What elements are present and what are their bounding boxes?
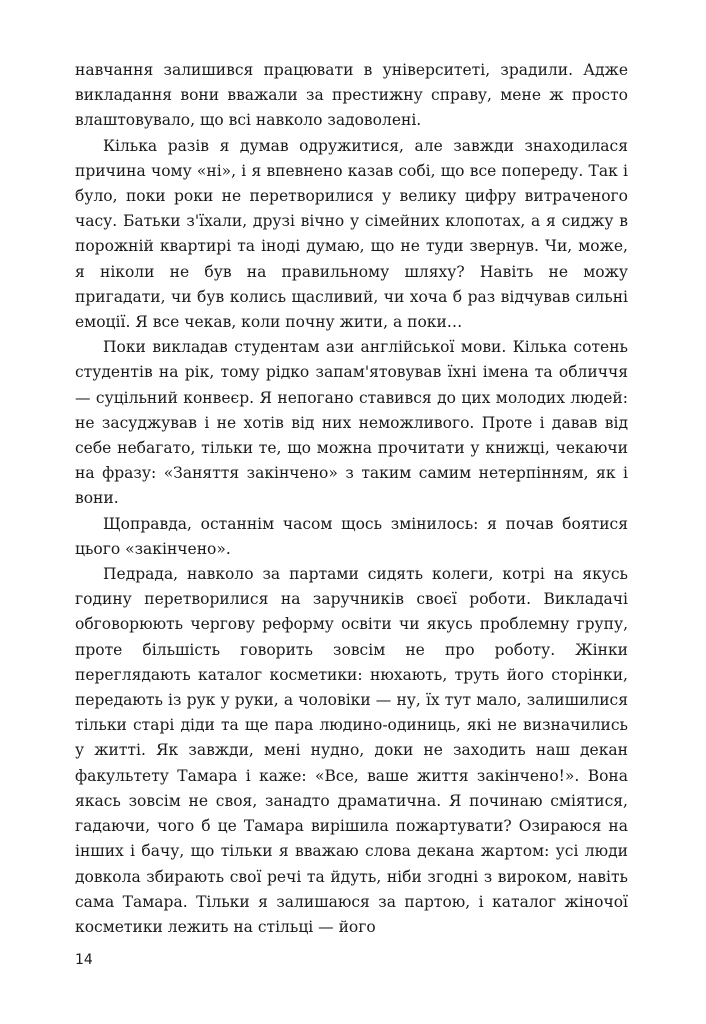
paragraph-3: Поки викладав студентам ази англійської мови. Кілька сотень студентів на рік, тому рідко запам'ятовував їхні імена та обличчя — суцільний конвеєр. Я непогано ставився до цих молодих людей: не засуджував і не хотів від них неможливого. Проте і давав від себе небагато, тільки те, що можна прочитати у книжці, чекаючи на фразу: «Заняття закінчено» з таким самим нетерпінням, як і вони. xyxy=(75,338,628,508)
paragraph-2: Кілька разів я думав одружитися, але завжди знаходилася причина чому «ні», і я впевнено казав собі, що все попереду. Так і було, поки роки не перетворилися у велику цифру витраченого часу. Батьки з'їхали, друзі вічно у сімейних клопотах, а я сиджу в порожній квартирі та іноді думаю, що не туди звернув. Чи, може, я ніколи не був на правильному шляху? Навіть не можу пригадати, чи був колись щасливий, чи хоча б раз відчував сильні емоції. Я все чекав, коли почну жити, а поки… xyxy=(75,136,628,332)
page-body xyxy=(75,58,628,940)
paragraph-5: Педрада, навколо за партами сидять колеги, котрі на якусь годину перетворилися на заручників своєї роботи. Викладачі обговорюють чергову реформу освіти чи якусь проблемну групу, проте більшість говорить зовсім не про роботу. Жінки переглядають каталог косметики: нюхають, труть його сторінки, передають із рук у руки, а чоловіки — ну, їх тут мало, залишилися тільки старі діди та ще пара людино-одиниць, які не визначились у житті. Як завжди, мені нудно, доки не заходить наш декан факультету Тамара і каже: «Все, ваше життя закінчено!». Вона якась зовсім не своя, занадто драматична. Я починаю сміятися, гадаючи, чого б це Тамара вирішила пожартувати? Озираюся на інших і бачу, що тільки я вважаю слова декана жартом: усі люди довкола збирають свої речі та йдуть, ніби згодні з вироком, навіть сама Тамара. Тільки я залишаюся за партою, і каталог жіночої косметики лежить на стільці — його xyxy=(75,565,628,936)
page-number: 14 xyxy=(75,952,93,968)
paragraph-4: Щоправда, останнім часом щось змінилось: я почав боятися цього «закінчено». xyxy=(75,514,628,558)
paragraph-1: навчання залишився працювати в університеті, зрадили. Адже викладання вони вважали за престижну справу, мене ж просто влаштовувало, що всі навколо задоволені. xyxy=(75,61,628,130)
